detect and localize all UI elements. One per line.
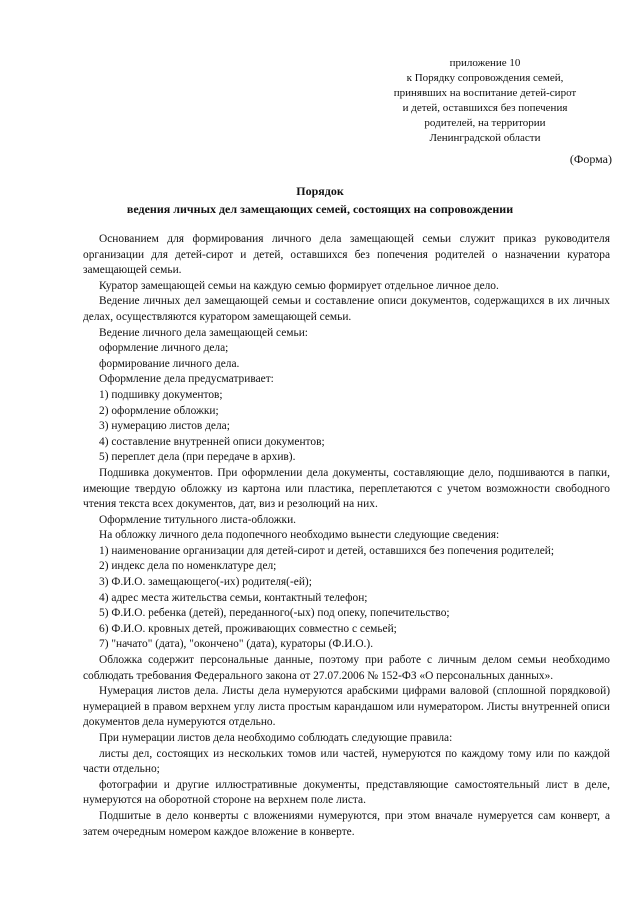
list-item: 4) составление внутренней описи документов; [99, 435, 325, 448]
paragraph: Ведение личных дел замещающей семьи и составление описи документов, содержащихся в их личных делах, осуществляются куратором замещающей семьи. [83, 295, 610, 323]
paragraph: Подшивка документов. При оформлении дела документы, составляющие дело, подшиваются в папки, имеющие твердую обложку из картона или пластика, переплетаются с учетом возможности свободного чтения текста всех документов, дат, виз и резолюций на них. [83, 466, 610, 511]
list-item: 7) "начато" (дата), "окончено" (дата), кураторы (Ф.И.О.). [99, 638, 374, 651]
header-line: к Порядку сопровождения семей, [406, 72, 564, 84]
list-item: 3) Ф.И.О. замещающего(-их) родителя(-ей); [99, 576, 312, 589]
paragraph: На обложку личного дела подопечного необходимо вынести следующие сведения: [99, 529, 500, 542]
list-item: оформление личного дела; [99, 342, 229, 355]
list-item: 1) наименование организации для детей-сирот и детей, оставшихся без попечения родителей; [99, 544, 555, 557]
header-line: Ленинградской области [429, 132, 541, 144]
list-item: 5) Ф.И.О. ребенка (детей), переданного(-ых) под опеку, попечительство; [99, 607, 450, 620]
list-item: 6) Ф.И.О. кровных детей, проживающих совместно с семьей; [99, 622, 397, 635]
paragraph: Нумерация листов дела. Листы дела нумеруются арабскими цифрами валовой (сплошной порядковой) нумерацией в правом верхнем углу листа простым карандашом или нумератором. Листы внутренней описи документов дела нумеруются отдельно. [83, 685, 610, 729]
paragraph: Оформление титульного листа-обложки. [99, 513, 297, 526]
list-item: листы дел, состоящих из нескольких томов или частей, нумеруются по каждому тому или по каждой части отдельно; [83, 747, 610, 776]
header-line: родителей, на территории [424, 117, 546, 129]
paragraph: Ведение личного дела замещающей семьи: [99, 326, 308, 339]
document-body [83, 232, 610, 840]
list-item: 3) нумерацию листов дела; [99, 420, 230, 433]
appendix-header [380, 56, 590, 146]
list-item: фотографии и другие иллюстративные документы, представляющие самостоятельный лист в деле, нумеруются на оборотной стороне на верхнем поле листа. [83, 778, 610, 807]
paragraph: При нумерации листов дела необходимо соблюдать следующие правила: [99, 732, 453, 744]
header-line: принявших на воспитание детей-сирот [393, 87, 577, 99]
paragraph: Подшитые в дело конверты с вложениями нумеруются, при этом вначале нумеруется сам конверт, а затем очередным номером каждое вложение в конверте. [83, 809, 610, 838]
list-item: формирование личного дела. [99, 357, 240, 370]
paragraph: Оформление дела предусматривает: [99, 373, 274, 386]
document-title: Порядок [296, 184, 344, 198]
list-item: 4) адрес места жительства семьи, контактный телефон; [99, 591, 368, 604]
list-item: 2) оформление обложки; [99, 404, 219, 417]
list-item: 5) переплет дела (при передаче в архив). [99, 451, 296, 464]
paragraph: Куратор замещающей семьи на каждую семью формирует отдельное личное дело. [99, 279, 499, 292]
paragraph: Основанием для формирования личного дела замещающей семьи служит приказ руководителя организации для детей-сирот и детей, оставшихся без попечения родителей о назначении куратора замещающей семьи. [83, 233, 610, 277]
document-subtitle: ведения личных дел замещающих семей, состоящих на сопровождении [126, 202, 514, 216]
header-line: и детей, оставшихся без попечения [402, 102, 568, 114]
paragraph: Обложка содержит персональные данные, поэтому при работе с личным делом семьи необходимо соблюдать требования Федерального закона от 27.07.2006 № 152-ФЗ «О персональных данных». [83, 654, 610, 682]
list-item: 2) индекс дела по номенклатуре дел; [99, 560, 277, 573]
header-line: приложение 10 [449, 57, 521, 69]
list-item: 1) подшивку документов; [99, 388, 223, 401]
form-label: (Форма) [569, 152, 612, 166]
